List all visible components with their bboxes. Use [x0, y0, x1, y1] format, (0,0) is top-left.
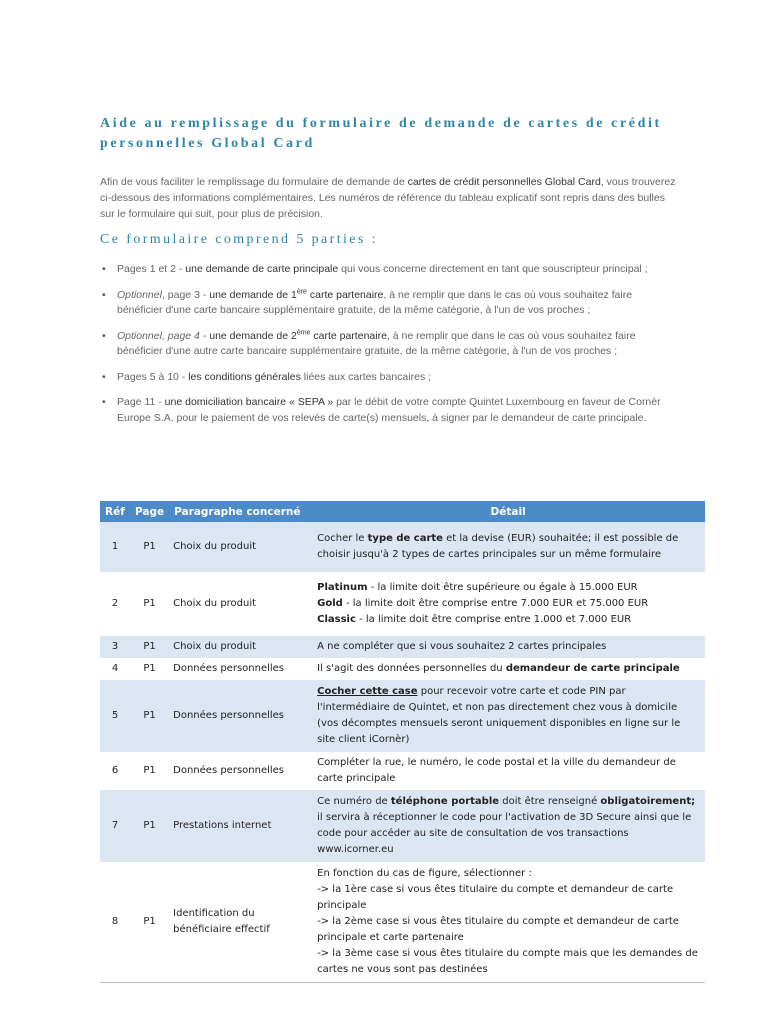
detail-line [317, 580, 701, 596]
item-highlight: une domiciliation bancaire « SEPA » [164, 396, 334, 408]
detail-segment: Il s'agit des données personnelles du [317, 663, 506, 674]
item-highlight: une demande de 2ème carte partenaire [209, 329, 387, 342]
intro-text-after: , vous trouverez ci-dessous des informations complémentaires. Les numéros de référence du tableau explicatif sont repris dans des bulles sur le formulaire qui suit, pour plus de précision. [100, 176, 676, 220]
cell-detail [311, 522, 705, 572]
parts-heading: Ce formulaire comprend 5 parties : [100, 232, 378, 247]
detail-line [317, 755, 701, 787]
detail-line [317, 639, 701, 655]
cell-ref: 4 [111, 663, 119, 674]
detail-line [317, 684, 701, 748]
detail-segment: demandeur de carte principale [505, 663, 680, 674]
detail-segment: -> la 2ème case si vous êtes titulaire du compte et demandeur de carte principale et carte partenaire [317, 915, 679, 943]
table-row [100, 522, 705, 572]
item-prefix: , page 3 - [161, 288, 210, 301]
detail-segment: -> la 3ème case si vous êtes titulaire du compte mais que les demandes de cartes ne vous sont pas destinées [317, 947, 698, 975]
cell-detail [311, 680, 705, 752]
parts-list-item [100, 262, 680, 278]
cell-page: P1 [143, 598, 156, 609]
cell-detail [311, 862, 705, 982]
detail-segment: A ne compléter que si vous souhaitez 2 cartes principales [317, 641, 607, 652]
cell-ref: 1 [100, 522, 130, 572]
cell-paragraph: Données personnelles [169, 680, 311, 752]
detail-line [317, 946, 701, 978]
cell-detail [311, 572, 705, 636]
detail-segment: doit être renseigné [499, 796, 601, 807]
cell-ref: 3 [100, 636, 130, 658]
item-suffix: liées aux cartes bancaires ; [300, 370, 432, 383]
cell-page: P1 [143, 765, 156, 776]
cell-ref: 7 [100, 790, 130, 862]
header-page: Page [130, 501, 169, 522]
item-italic: Optionnel [117, 288, 162, 301]
detail-segment: - la limite doit être comprise entre 7.000 EUR et 75.000 EUR [342, 598, 649, 609]
detail-segment: Cocher le [317, 533, 368, 544]
cell-detail [311, 636, 705, 658]
header-ref: Réf [100, 501, 130, 522]
cell-detail [311, 752, 705, 790]
detail-segment: Gold [317, 598, 343, 609]
table-row [100, 752, 705, 790]
detail-line [317, 914, 701, 946]
table-row [100, 636, 705, 658]
item-highlight: une demande de carte principale [185, 263, 339, 275]
item-prefix: Pages 5 à 10 - [117, 370, 189, 383]
table-body [100, 522, 705, 982]
cell-ref: 5 [100, 680, 130, 752]
detail-segment: pour recevoir votre carte et code PIN par l'intermédiaire de Quintet, et non pas directement chez vous à domicile (vos décomptes mensuels seront uniquement disponibles en ligne sur le site client iCornèr) [317, 686, 681, 745]
parts-list-item [100, 370, 680, 386]
item-prefix: - [199, 329, 210, 342]
detail-segment: Platinum [317, 582, 368, 593]
item-highlight: une demande de 1ère carte partenaire [209, 288, 384, 301]
cell-paragraph: Données personnelles [173, 765, 285, 776]
detail-line [317, 531, 701, 563]
detail-segment: Ce numéro de [317, 796, 391, 807]
detail-line [317, 596, 701, 612]
cell-page: P1 [130, 522, 169, 572]
item-suffix: qui vous concerne directement en tant que souscripteur principal ; [338, 263, 648, 275]
cell-ref: 2 [111, 598, 119, 609]
cell-page: P1 [143, 663, 156, 674]
cell-paragraph: Choix du produit [169, 522, 311, 572]
detail-segment: obligatoirement; [600, 796, 696, 807]
cell-detail [311, 658, 705, 680]
detail-line [317, 794, 701, 858]
cell-page: P1 [130, 790, 169, 862]
detail-line [317, 882, 701, 914]
parts-list-item [100, 395, 680, 426]
table-row [100, 572, 705, 636]
cell-page: P1 [130, 680, 169, 752]
table-row [100, 862, 705, 982]
item-suffix: par le débit de votre compte Quintet Luxembourg en faveur de Cornèr Europe S.A. pour le paiement de vos relevés de carte(s) mensuels, à signer par le demandeur de carte principale. [117, 396, 661, 424]
detail-segment: -> la 1ère case si vous êtes titulaire du compte et demandeur de carte principale [317, 883, 674, 911]
table-row [100, 658, 705, 680]
cell-detail [311, 790, 705, 862]
item-highlight: les conditions générales [188, 370, 301, 383]
document-title: Aide au remplissage du formulaire de demande de cartes de crédit personnelles Global Card [100, 116, 662, 151]
header-paragraph: Paragraphe concerné [169, 501, 311, 522]
cell-paragraph: Identification du bénéficiaire effectif [169, 862, 311, 982]
intro-highlight: cartes de crédit personnelles Global Card [407, 176, 601, 188]
detail-segment: En fonction du cas de figure, sélectionner : [317, 867, 532, 879]
table-row [100, 790, 705, 862]
cell-page: P1 [130, 636, 169, 658]
item-italic: Optionnel, page 4 [117, 329, 200, 342]
detail-segment: type de carte [367, 533, 443, 544]
detail-line [317, 866, 701, 882]
detail-segment: Classic [317, 614, 356, 625]
item-prefix: Page 11 - [117, 396, 165, 408]
parts-list [100, 262, 680, 436]
intro-text-before: Afin de vous faciliter le remplissage du formulaire de demande de [100, 176, 408, 188]
parts-list-item [100, 288, 680, 319]
table-header-row [100, 501, 705, 522]
cell-ref: 6 [111, 765, 119, 776]
detail-segment: Cocher cette case [317, 686, 418, 697]
intro-paragraph [100, 174, 680, 222]
detail-line [317, 612, 701, 628]
detail-segment: il servira à réceptionner le code pour l'activation de 3D Secure ainsi que le code pour accéder au site de consultation de vos transactions www.icorner.eu [317, 812, 692, 855]
cell-paragraph: Choix du produit [169, 636, 311, 658]
table-row [100, 680, 705, 752]
cell-ref: 8 [100, 862, 130, 982]
item-prefix: Pages 1 et 2 - [117, 263, 186, 275]
detail-line [317, 661, 701, 677]
reference-table [100, 501, 705, 983]
detail-segment: et la devise (EUR) souhaitée; il est possible de choisir jusqu'à 2 types de cartes principales sur un même formulaire [317, 533, 679, 560]
detail-segment: - la limite doit être supérieure ou égale à 15.000 EUR [367, 582, 638, 593]
cell-paragraph: Choix du produit [173, 598, 257, 609]
item-suffix: , à ne remplir que dans le cas où vous souhaitez faire bénéficier d'une carte bancaire supplémentaire gratuite, de la même catégorie, à l'un de vos proches ; [117, 288, 633, 316]
detail-segment: - la limite doit être comprise entre 1.000 et 7.000 EUR [355, 614, 632, 625]
parts-list-item [100, 329, 680, 360]
item-suffix: , à ne remplir que dans le cas où vous souhaitez faire bénéficier d'une autre carte bancaire supplémentaire gratuite, de la même catégorie, à l'un de vos proches ; [117, 329, 636, 357]
detail-segment: Compléter la rue, le numéro, le code postal et la ville du demandeur de carte principale [317, 757, 676, 784]
detail-segment: téléphone portable [390, 796, 500, 807]
cell-paragraph: Prestations internet [169, 790, 311, 862]
header-detail: Détail [311, 501, 705, 522]
cell-page: P1 [130, 862, 169, 982]
cell-paragraph: Données personnelles [173, 663, 285, 674]
